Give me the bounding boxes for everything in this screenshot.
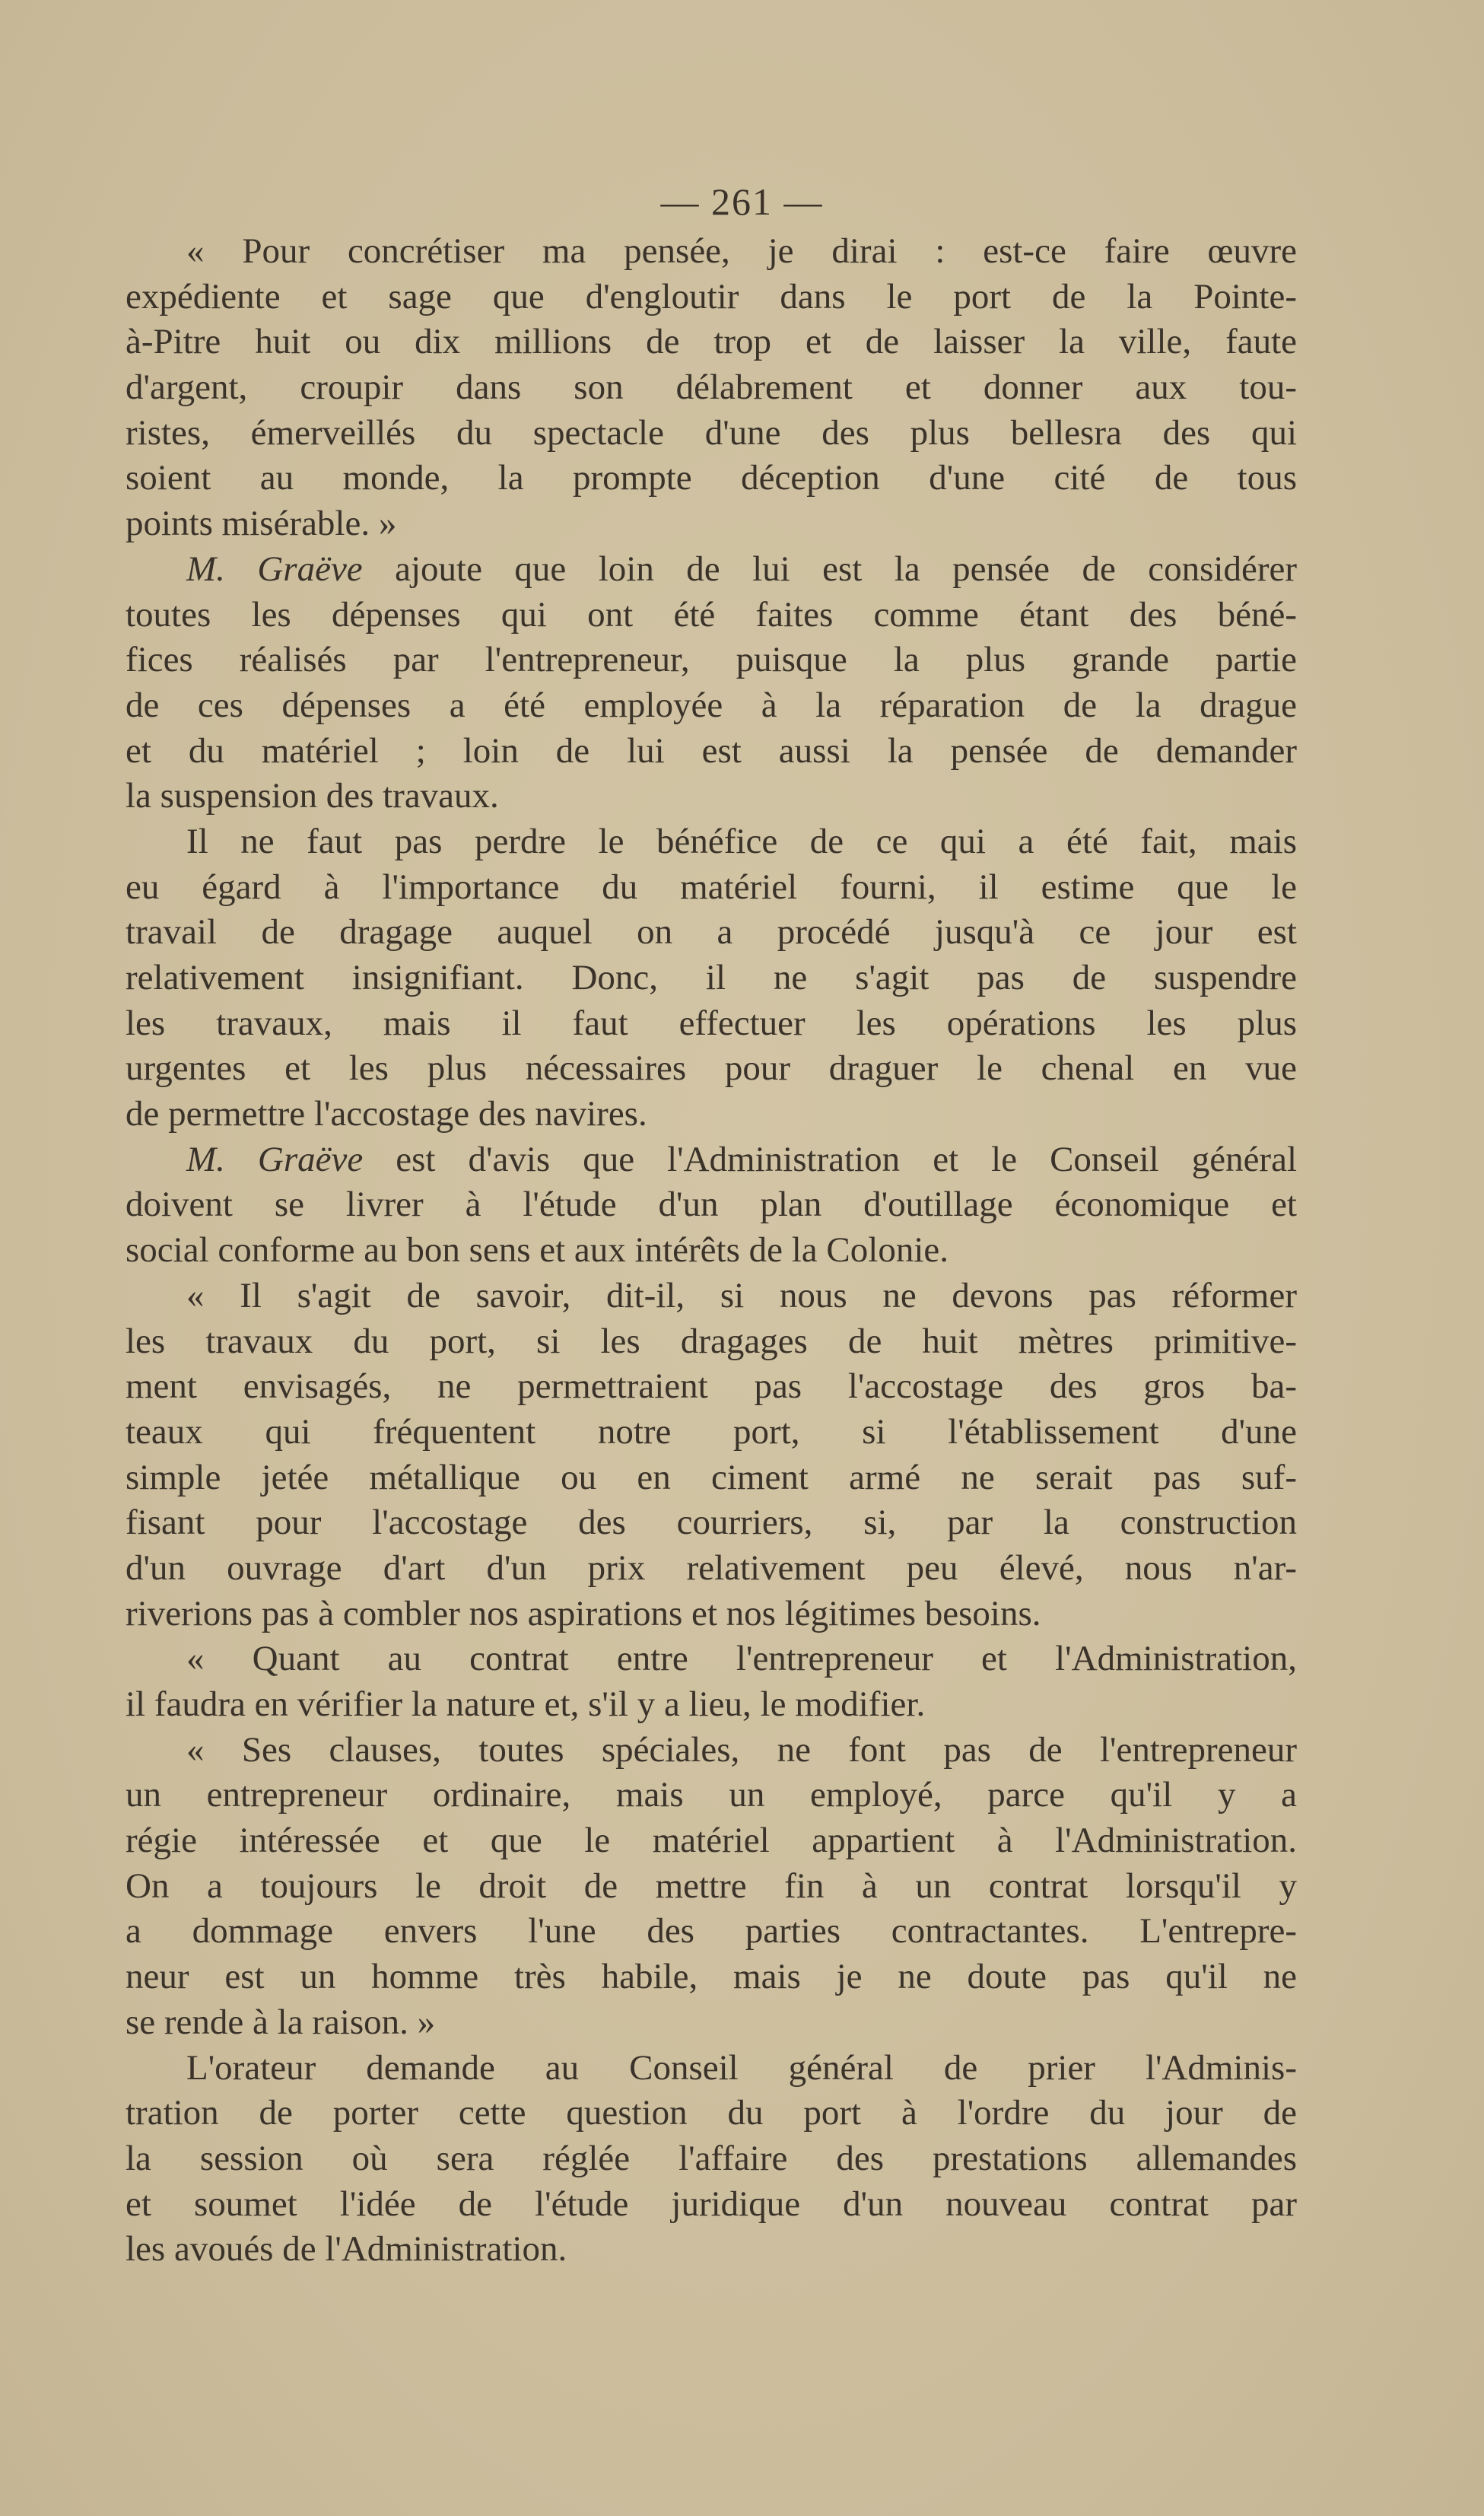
text-line: [126, 1455, 1297, 1501]
text-line: [126, 1637, 1297, 1682]
text-line: [126, 1092, 1297, 1137]
paragraph: [126, 2046, 1297, 2273]
text-line: [126, 2046, 1297, 2091]
text-line: [126, 2000, 1297, 2046]
line-text: tration de porter cette question du port à l'ordre du jour de: [126, 2093, 1297, 2133]
text-line: [126, 2136, 1297, 2182]
text-line: [126, 865, 1297, 911]
line-text: « Pour concrétiser ma pensée, je dirai : est-ce faire œuvre: [186, 231, 1297, 271]
line-text: L'orateur demande au Conseil général de prier l'Adminis-: [186, 2047, 1297, 2088]
text-line: [126, 1818, 1297, 1864]
line-text: eu égard à l'importance du matériel fourni, il estime que le: [126, 867, 1297, 907]
line-text: les avoués de l'Administration.: [126, 2229, 567, 2269]
line-text: social conforme au bon sens et aux intérêts de la Colonie.: [126, 1230, 949, 1271]
page-body: [126, 229, 1297, 2273]
line-text: fisant pour l'accostage des courriers, si, par la construction: [126, 1503, 1297, 1543]
text-line: [126, 1773, 1297, 1818]
line-text: relativement insignifiant. Donc, il ne s'agit pas de suspendre: [126, 958, 1297, 997]
line-text: Il ne faut pas perdre le bénéfice de ce qui a été fait, mais: [186, 821, 1297, 861]
text-line: [126, 683, 1297, 729]
line-text: « Quant au contrat entre l'entrepreneur et l'Administration,: [186, 1639, 1297, 1679]
text-line: [126, 956, 1297, 1001]
line-text: urgentes et les plus nécessaires pour draguer le chenal en vue: [126, 1048, 1297, 1089]
text-line: [126, 1182, 1297, 1228]
line-text: ristes, émerveillés du spectacle d'une des plus bellesra des qui: [126, 412, 1297, 453]
text-line: [126, 2182, 1297, 2228]
text-line: [126, 1274, 1297, 1319]
text-line: [126, 2227, 1297, 2273]
line-text: « Ses clauses, toutes spéciales, ne font pas de l'entrepreneur: [186, 1729, 1297, 1770]
speaker-name: M. Graëve: [186, 1139, 364, 1179]
page-number: — 261 —: [660, 180, 824, 223]
line-text: la suspension des travaux.: [126, 776, 499, 816]
line-text: neur est un homme très habile, mais je ne doute pas qu'il ne: [126, 1957, 1297, 1997]
text-line: [126, 2091, 1297, 2136]
text-line: [126, 638, 1297, 683]
text-line: [126, 1410, 1297, 1455]
line-text: ajoute que loin de lui est la pensée de considérer: [395, 549, 1298, 589]
line-text: à-Pitre huit ou dix millions de trop et de laisser la ville, faute: [126, 322, 1297, 362]
text-line: [126, 1364, 1297, 1410]
text-line: [126, 411, 1297, 456]
paragraph: [126, 1728, 1297, 2046]
text-line: [126, 1001, 1297, 1047]
line-text: les travaux du port, si les dragages de huit mètres primitive-: [126, 1321, 1297, 1361]
text-line: [126, 547, 1297, 593]
line-text: fices réalisés par l'entrepreneur, puisque la plus grande partie: [126, 640, 1297, 680]
line-text: de permettre l'accostage des navires.: [126, 1094, 647, 1134]
text-line: [126, 1592, 1297, 1637]
text-line: [126, 910, 1297, 956]
line-text: doivent se livrer à l'étude d'un plan d'outillage économique et: [126, 1185, 1297, 1225]
line-text: expédiente et sage que d'engloutir dans le port de la Pointe-: [126, 276, 1297, 316]
text-line: [126, 501, 1297, 547]
text-line: [126, 1137, 1297, 1183]
line-text: d'un ouvrage d'art d'un prix relativement peu élevé, nous n'ar-: [126, 1547, 1297, 1588]
line-text: les travaux, mais il faut effectuer les opérations les plus: [126, 1003, 1297, 1043]
text-line: [126, 774, 1297, 819]
text-line: [126, 1319, 1297, 1365]
line-text: ment envisagés, ne permettraient pas l'accostage des gros ba-: [126, 1366, 1297, 1407]
line-text: la session où sera réglée l'affaire des prestations allemandes: [126, 2138, 1297, 2178]
text-line: [126, 729, 1297, 775]
text-line: [126, 1682, 1297, 1728]
paragraph: [126, 229, 1297, 547]
paragraph: [126, 819, 1297, 1137]
text-line: [126, 229, 1297, 275]
line-text: simple jetée métallique ou en ciment armé ne serait pas suf-: [126, 1457, 1297, 1497]
text-line: [126, 1546, 1297, 1592]
text-line: [126, 320, 1297, 365]
line-text: soient au monde, la prompte déception d'une cité de tous: [126, 458, 1297, 498]
line-text: « Il s'agit de savoir, dit-il, si nous ne devons pas réformer: [186, 1275, 1297, 1315]
text-line: [126, 1046, 1297, 1092]
paragraph: [126, 1274, 1297, 1637]
text-line: [126, 1728, 1297, 1773]
text-line: [126, 1955, 1297, 2000]
text-line: [126, 365, 1297, 411]
line-text: est d'avis que l'Administration et le Conseil général: [396, 1139, 1298, 1179]
line-text: se rende à la raison. »: [126, 2002, 436, 2042]
text-line: [126, 819, 1297, 865]
text-line: [126, 1228, 1297, 1274]
line-text: et du matériel ; loin de lui est aussi la pensée de demander: [126, 730, 1297, 771]
speaker-name: M. Graëve: [186, 549, 363, 589]
text-line: [126, 1500, 1297, 1546]
text-line: [126, 456, 1297, 501]
line-text: il faudra en vérifier la nature et, s'il y a lieu, le modifier.: [126, 1684, 926, 1724]
line-text: de ces dépenses a été employée à la réparation de la drague: [126, 685, 1297, 725]
line-text: travail de dragage auquel on a procédé jusqu'à ce jour est: [126, 912, 1297, 953]
text-line: [126, 1909, 1297, 1955]
line-text: et soumet l'idée de l'étude juridique d'un nouveau contrat par: [126, 2184, 1297, 2224]
line-text: points misérable. »: [126, 504, 397, 544]
text-line: [126, 275, 1297, 320]
line-text: un entrepreneur ordinaire, mais un employé, parce qu'il y a: [126, 1775, 1297, 1815]
line-text: régie intéressée et que le matériel appartient à l'Administration.: [126, 1821, 1297, 1861]
paragraph: [126, 547, 1297, 819]
text-line: [126, 1864, 1297, 1910]
line-text: toutes les dépenses qui ont été faites comme étant des béné-: [126, 594, 1297, 635]
line-text: teaux qui fréquentent notre port, si l'établissement d'une: [126, 1411, 1297, 1452]
paragraph: [126, 1137, 1297, 1274]
paragraph: [126, 1637, 1297, 1727]
text-line: [126, 593, 1297, 638]
line-text: riverions pas à combler nos aspirations et nos légitimes besoins.: [126, 1593, 1041, 1633]
line-text: On a toujours le droit de mettre fin à un contrat lorsqu'il y: [126, 1866, 1297, 1906]
line-text: d'argent, croupir dans son délabrement et donner aux tou-: [126, 367, 1297, 408]
line-text: a dommage envers l'une des parties contractantes. L'entrepre-: [126, 1911, 1297, 1951]
